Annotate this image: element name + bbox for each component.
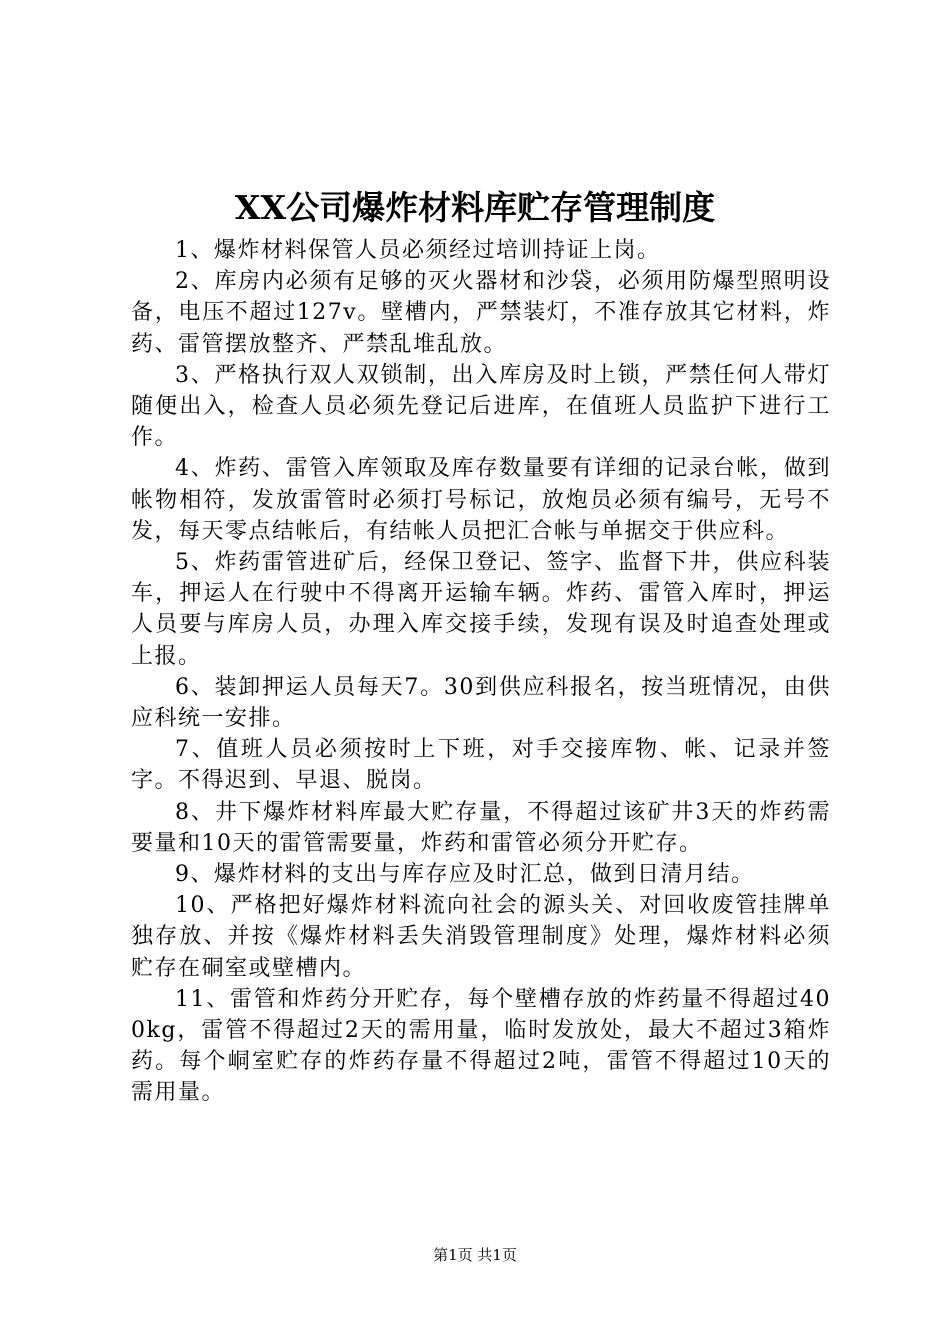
paragraph-8: 8、井下爆炸材料库最大贮存量，不得超过该矿井3天的炸药需要量和10天的雷管需要量，炸药和雷管必须分开贮存。 xyxy=(131,799,831,856)
paragraph-2: 2、库房内必须有足够的灭火器材和沙袋，必须用防爆型照明设备，电压不超过127v。壁槽内，严禁装灯，不准存放其它材料，炸药、雷管摆放整齐、严禁乱堆乱放。 xyxy=(131,269,831,357)
paragraph-10: 10、严格把好爆炸材料流向社会的源头关、对回收废管挂牌单独存放、并按《爆炸材料丢失消毁管理制度》处理，爆炸材料必须贮存在硐室或壁槽内。 xyxy=(131,893,831,981)
paragraph-3: 3、严格执行双人双锁制，出入库房及时上锁，严禁任何人带灯随便出入，检查人员必须先登记后进库，在值班人员监护下进行工作。 xyxy=(131,362,831,451)
paragraph-7: 7、值班人员必须按时上下班，对手交接库物、帐、记录并签字。不得迟到、早退、脱岗。 xyxy=(131,737,831,794)
paragraph-5: 5、炸药雷管进矿后，经保卫登记、签字、监督下井，供应科装车，押运人在行驶中不得离开运输车辆。炸药、雷管入库时，押运人员要与库房人员，办理入库交接手续，发现有误及时追查处理或上报。 xyxy=(131,550,831,669)
paragraph-11: 11、雷管和炸药分开贮存，每个壁槽存放的炸药量不得超过400kg，雷管不得超过2天的需用量，临时发放处，最大不超过3箱炸药。每个峒室贮存的炸药存量不得超过2吨，雷管不得超过10天的需用量。 xyxy=(131,986,831,1106)
document-title: XX公司爆炸材料库贮存管理制度 xyxy=(234,188,716,227)
paragraph-1: 1、爆炸材料保管人员必须经过培训持证上岗。 xyxy=(175,238,661,263)
paragraph-4: 4、炸药、雷管入库领取及库存数量要有详细的记录台帐，做到帐物相符，发放雷管时必须打号标记，放炮员必须有编号，无号不发，每天零点结帐后，有结帐人员把汇合帐与单据交于供应科。 xyxy=(131,456,831,544)
paragraph-9: 9、爆炸材料的支出与库存应及时汇总，做到日清月结。 xyxy=(175,862,755,888)
paragraph-6: 6、装卸押运人员每天7。30到供应科报名，按当班情况，由供应科统一安排。 xyxy=(131,674,831,732)
page-footer: 第1页 共1页 xyxy=(433,1246,517,1264)
document-body xyxy=(131,235,831,1109)
